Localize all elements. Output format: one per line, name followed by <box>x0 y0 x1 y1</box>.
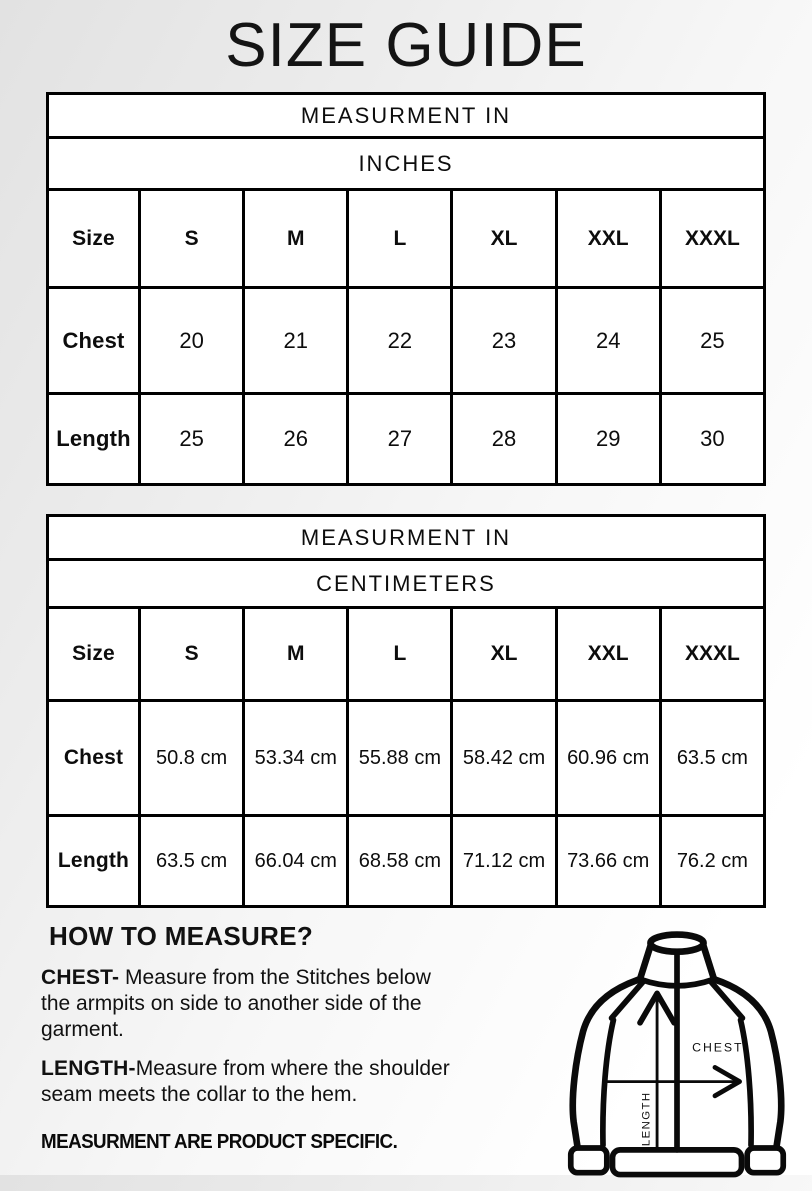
size-cell: S <box>140 608 244 701</box>
inches-chest-row <box>48 288 765 394</box>
length-cell: 73.66 cm <box>556 816 660 907</box>
chest-cell: 60.96 cm <box>556 701 660 816</box>
how-to-measure-text-column <box>41 921 461 1154</box>
cm-table-title: MEASURMENT IN <box>48 516 765 560</box>
size-cell: XL <box>452 608 556 701</box>
chest-cell: 24 <box>556 288 660 394</box>
chest-cell: 20 <box>140 288 244 394</box>
inches-table-unit: INCHES <box>48 138 765 190</box>
length-cell: 63.5 cm <box>140 816 244 907</box>
size-cell: XXXL <box>660 608 764 701</box>
cm-length-row <box>48 816 765 907</box>
length-cell: 66.04 cm <box>244 816 348 907</box>
jacket-measure-diagram <box>558 927 796 1185</box>
row-label-length: Length <box>48 394 140 485</box>
size-cell: XXXL <box>660 190 764 288</box>
product-specific-note: MEASURMENT ARE PRODUCT SPECIFIC. <box>41 1131 398 1153</box>
inches-size-table <box>46 92 766 486</box>
length-cell: 68.58 cm <box>348 816 452 907</box>
length-instruction-label: LENGTH- <box>41 1057 136 1080</box>
length-cell: 26 <box>244 394 348 485</box>
row-label-length: Length <box>48 816 140 907</box>
row-label-chest: Chest <box>48 701 140 816</box>
cm-size-row <box>48 608 765 701</box>
length-cell: 76.2 cm <box>660 816 764 907</box>
row-label-chest: Chest <box>48 288 140 394</box>
chest-cell: 23 <box>452 288 556 394</box>
length-instruction <box>41 1056 453 1108</box>
length-instruction-text: Measure from where the shoulder seam meets the collar to the hem. <box>41 1057 450 1106</box>
how-to-measure-section <box>0 921 812 1191</box>
size-cell: XXL <box>556 608 660 701</box>
inches-table-unit-row <box>48 138 765 190</box>
cm-chest-row <box>48 701 765 816</box>
size-cell: XL <box>452 190 556 288</box>
length-cell: 29 <box>556 394 660 485</box>
page-title: SIZE GUIDE <box>225 11 587 80</box>
how-to-measure-heading: HOW TO MEASURE? <box>49 921 314 951</box>
chest-cell: 50.8 cm <box>140 701 244 816</box>
cm-table-unit: CENTIMETERS <box>48 560 765 608</box>
chest-instruction-label: CHEST- <box>41 966 120 989</box>
size-cell: M <box>244 190 348 288</box>
chest-cell: 63.5 cm <box>660 701 764 816</box>
size-cell: S <box>140 190 244 288</box>
length-cell: 30 <box>660 394 764 485</box>
chest-cell: 53.34 cm <box>244 701 348 816</box>
size-cell: M <box>244 608 348 701</box>
inches-size-row <box>48 190 765 288</box>
length-cell: 25 <box>140 394 244 485</box>
diagram-length-label: LENGTH <box>640 1091 653 1147</box>
chest-cell: 58.42 cm <box>452 701 556 816</box>
jacket-icon <box>558 927 796 1185</box>
chest-cell: 55.88 cm <box>348 701 452 816</box>
inches-length-row <box>48 394 765 485</box>
size-cell: XXL <box>556 190 660 288</box>
diagram-chest-label: CHEST <box>692 1040 744 1055</box>
cm-table-title-row <box>48 516 765 560</box>
inches-table-title-row <box>48 94 765 138</box>
inches-table-title: MEASURMENT IN <box>48 94 765 138</box>
chest-cell: 22 <box>348 288 452 394</box>
row-label-size: Size <box>48 608 140 701</box>
length-cell: 71.12 cm <box>452 816 556 907</box>
row-label-size: Size <box>48 190 140 288</box>
length-cell: 27 <box>348 394 452 485</box>
size-cell: L <box>348 190 452 288</box>
chest-cell: 25 <box>660 288 764 394</box>
size-cell: L <box>348 608 452 701</box>
chest-cell: 21 <box>244 288 348 394</box>
centimeters-size-table <box>46 514 766 908</box>
chest-instruction <box>41 965 453 1043</box>
chest-instruction-text: Measure from the Stitches below the armpits on side to another side of the garment. <box>41 966 431 1041</box>
cm-table-unit-row <box>48 560 765 608</box>
length-cell: 28 <box>452 394 556 485</box>
